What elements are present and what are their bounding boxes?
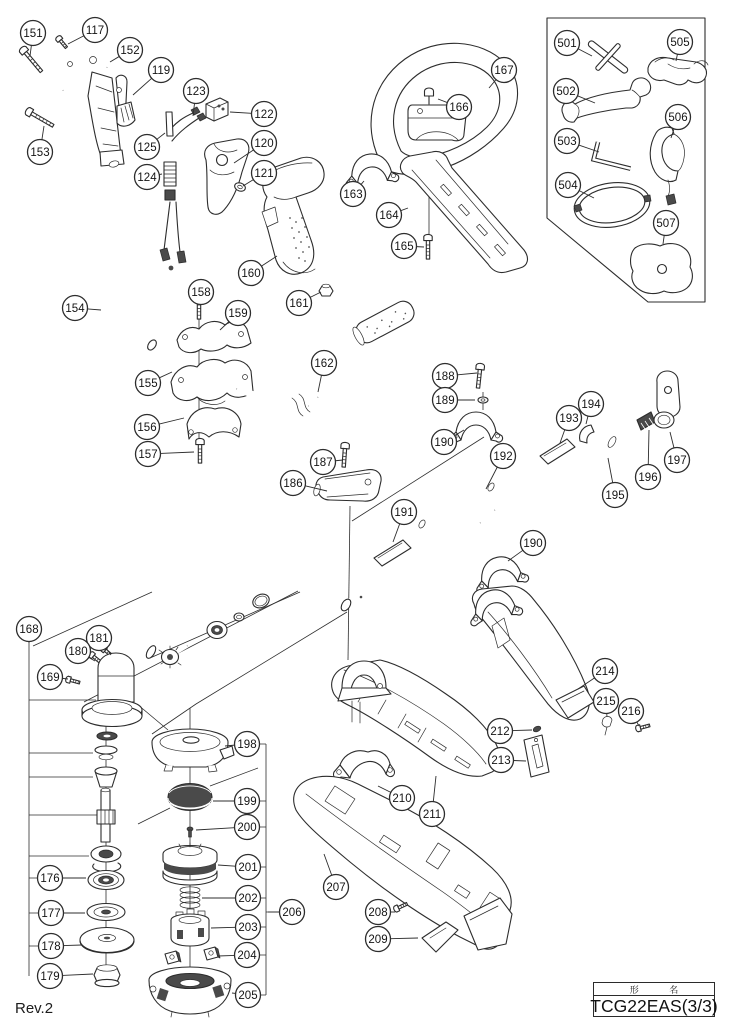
- svg-text:198: 198: [237, 739, 257, 751]
- svg-text:190: 190: [434, 437, 454, 449]
- callout-191: [392, 500, 417, 543]
- callout-167: [489, 58, 517, 89]
- callout-158: [189, 280, 214, 305]
- svg-text:502: 502: [556, 86, 576, 98]
- svg-text:157: 157: [138, 449, 158, 461]
- callout-157: [136, 442, 195, 467]
- svg-text:179: 179: [40, 971, 60, 983]
- svg-text:159: 159: [228, 308, 248, 320]
- callout-216: [619, 699, 644, 727]
- svg-text:125: 125: [137, 142, 157, 154]
- svg-text:176: 176: [40, 873, 60, 885]
- svg-text:121: 121: [254, 168, 274, 180]
- callout-166: [438, 95, 472, 120]
- svg-text:501: 501: [557, 38, 577, 50]
- callout-502: [554, 79, 596, 104]
- svg-text:155: 155: [138, 378, 158, 390]
- svg-text:169: 169: [40, 672, 60, 684]
- callout-160: [239, 256, 278, 286]
- svg-text:213: 213: [491, 755, 511, 767]
- svg-text:123: 123: [186, 86, 206, 98]
- svg-text:162: 162: [314, 358, 334, 370]
- callout-193: [557, 406, 582, 444]
- callout-205: [232, 983, 261, 1008]
- callout-207: [324, 854, 349, 900]
- callout-121: [243, 161, 277, 187]
- svg-text:195: 195: [605, 490, 625, 502]
- callout-155: [136, 371, 173, 396]
- callout-163: [341, 181, 366, 207]
- callout-124: [135, 165, 163, 190]
- callout-208: [366, 900, 396, 925]
- svg-text:216: 216: [621, 706, 641, 718]
- svg-text:167: 167: [494, 65, 514, 77]
- svg-text:180: 180: [68, 646, 88, 658]
- callout-164: [377, 203, 409, 228]
- model-name-header: 形 名: [594, 983, 714, 996]
- callout-169: [38, 665, 69, 690]
- callout-168: [17, 617, 42, 644]
- svg-text:206: 206: [282, 907, 302, 919]
- svg-text:151: 151: [23, 28, 43, 40]
- callout-165: [392, 234, 425, 259]
- callout-153: [28, 126, 53, 165]
- model-title-block: [590, 982, 718, 1017]
- svg-text:203: 203: [238, 922, 258, 934]
- svg-text:207: 207: [326, 882, 346, 894]
- callout-190: [432, 430, 465, 455]
- callout-151: [21, 21, 46, 57]
- callout-200: [196, 815, 260, 840]
- callout-189: [433, 388, 476, 413]
- callout-117: [68, 18, 108, 45]
- svg-text:164: 164: [379, 210, 399, 222]
- callout-199: [213, 789, 260, 814]
- svg-text:161: 161: [289, 298, 309, 310]
- svg-text:124: 124: [137, 172, 157, 184]
- svg-text:506: 506: [668, 112, 688, 124]
- callout-161: [287, 291, 322, 316]
- callout-159: [220, 301, 251, 331]
- callout-213: [489, 748, 527, 773]
- svg-text:204: 204: [237, 950, 257, 962]
- callout-506: [666, 105, 691, 139]
- callout-209: [366, 927, 419, 952]
- svg-text:197: 197: [667, 455, 687, 467]
- svg-text:152: 152: [120, 45, 140, 57]
- svg-text:165: 165: [394, 241, 414, 253]
- callout-507: [654, 211, 679, 245]
- callout-501: [555, 31, 593, 57]
- svg-text:187: 187: [313, 457, 333, 469]
- callout-214: [578, 659, 618, 690]
- svg-text:181: 181: [89, 633, 109, 645]
- svg-text:212: 212: [490, 726, 510, 738]
- svg-text:117: 117: [85, 25, 105, 37]
- callout-152: [110, 38, 143, 63]
- svg-text:120: 120: [254, 138, 274, 150]
- callout-176: [38, 866, 87, 891]
- svg-text:189: 189: [435, 395, 455, 407]
- callout-162: [312, 351, 337, 393]
- callout-123: [184, 79, 209, 117]
- svg-text:160: 160: [241, 268, 261, 280]
- svg-text:210: 210: [392, 793, 412, 805]
- svg-text:193: 193: [559, 413, 579, 425]
- callout-211: [420, 776, 445, 827]
- callout-196: [636, 430, 661, 490]
- callout-198: [225, 732, 260, 757]
- svg-text:158: 158: [191, 287, 211, 299]
- svg-text:168: 168: [19, 624, 39, 636]
- callout-505: [668, 30, 693, 62]
- callout-194: [579, 392, 604, 425]
- svg-text:503: 503: [557, 136, 577, 148]
- svg-text:177: 177: [41, 908, 61, 920]
- callout-179: [38, 964, 94, 989]
- svg-text:191: 191: [394, 507, 414, 519]
- svg-text:205: 205: [238, 990, 258, 1002]
- svg-text:178: 178: [41, 941, 61, 953]
- callout-192: [486, 444, 516, 490]
- callout-210: [378, 786, 415, 811]
- svg-text:192: 192: [493, 451, 513, 463]
- svg-text:156: 156: [137, 422, 157, 434]
- callout-202: [202, 886, 261, 911]
- callout-188: [433, 364, 478, 389]
- svg-text:507: 507: [656, 218, 676, 230]
- svg-text:199: 199: [237, 796, 257, 808]
- callout-204: [218, 943, 260, 968]
- svg-text:122: 122: [254, 109, 274, 121]
- callout-122: [230, 102, 277, 127]
- callout-504: [556, 173, 595, 199]
- svg-text:154: 154: [65, 303, 85, 315]
- model-number: TCG22EAS(3/3): [590, 996, 718, 1016]
- svg-text:196: 196: [638, 472, 658, 484]
- svg-text:202: 202: [238, 893, 258, 905]
- svg-text:209: 209: [368, 934, 388, 946]
- svg-text:188: 188: [435, 371, 455, 383]
- callout-156: [135, 415, 185, 440]
- svg-text:119: 119: [151, 65, 171, 77]
- callout-195: [603, 458, 628, 508]
- callout-206: [268, 900, 305, 925]
- svg-text:208: 208: [368, 907, 388, 919]
- revision-label: Rev.2: [15, 1000, 54, 1017]
- callout-215: [594, 689, 619, 718]
- svg-text:504: 504: [558, 180, 578, 192]
- callout-503: [555, 129, 600, 154]
- svg-text:194: 194: [581, 399, 601, 411]
- svg-text:200: 200: [237, 822, 257, 834]
- callout-154: [63, 296, 102, 321]
- svg-text:201: 201: [238, 862, 258, 874]
- callout-203: [211, 915, 261, 940]
- svg-text:186: 186: [283, 478, 303, 490]
- callout-187: [311, 450, 344, 475]
- svg-text:190: 190: [523, 538, 543, 550]
- svg-text:505: 505: [670, 37, 690, 49]
- callout-201: [218, 855, 261, 880]
- callout-178: [39, 934, 83, 959]
- svg-text:214: 214: [595, 666, 615, 678]
- svg-text:166: 166: [449, 102, 469, 114]
- callout-190-2: [508, 531, 546, 562]
- callout-212: [488, 719, 533, 744]
- svg-text:215: 215: [596, 696, 616, 708]
- callout-119: [133, 58, 174, 96]
- svg-text:163: 163: [343, 189, 363, 201]
- callout-120: [234, 131, 277, 164]
- callout-125: [135, 133, 166, 160]
- svg-text:153: 153: [30, 147, 50, 159]
- callout-177: [39, 901, 86, 926]
- svg-text:211: 211: [422, 809, 442, 821]
- callout-197: [665, 432, 690, 473]
